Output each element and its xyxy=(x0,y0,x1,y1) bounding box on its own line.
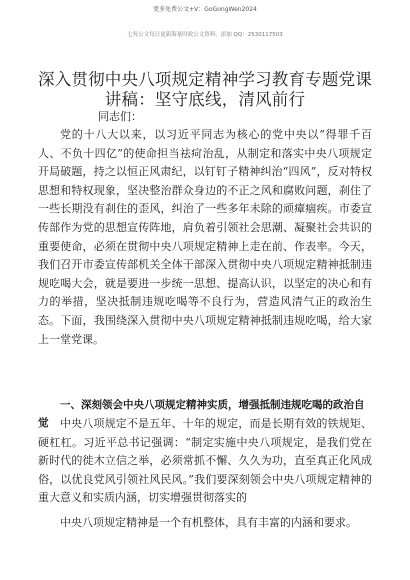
document-title: 深入贯彻中央八项规定精神学习教育专题党课讲稿：坚守底线，清风前行 xyxy=(38,70,372,109)
body-paragraph-section-1: 中央八项规定不是五年、十年的规定，而是长期有效的铁规矩、硬杠杠。习近平总书记强调：“制定实施中央八项规定，是我们党在新时代的徙木立信之举，必须常抓不懈、久久为功，直至真正化风成俗，以优良党风引领社风民风。”我们要深刻领会中央八项规定精神的重大意义和实质内涵，切实增强贯彻落实的 xyxy=(38,417,372,505)
body-paragraph-section-2: 中央八项规定精神是一个有机整体，具有丰富的内涵和要求。 xyxy=(60,516,357,529)
section-heading: 一、深刻领会中央八项规定精神实质，增强抵制违规吃喝的政治自觉 xyxy=(38,399,365,429)
watermark-text: 更多免费公文+V：GoGongWen2024 xyxy=(153,6,257,13)
body-paragraph-intro: 党的十八大以来，以习近平同志为核心的党中央以“得罪千百人、不负十四亿”的使命担当祛疴治乱，从制定和落实中央八项规定开局破题，持之以恒正风肃纪，以钉钉子精神纠治“四风”，反对特权思想和特权现象，坚决整治群众身边的不正之风和腐败问题，刹住了一些长期没有刹住的歪风，纠治了一些多年未除的顽瘴痼疾。市委宣传部作为党的思想宣传阵地，肩负着引领社会思潮、凝聚社会共识的重要使命，必须在贯彻中央八项规定精神上走在前、作表率。今天，我们召开市委宣传部机关全体干部深入贯彻中央八项规定精神抵制违规吃喝大会，就是要进一步统一思想、提高认识，以坚定的决心和有力的举措，坚决抵制违规吃喝等不良行为，营造风清气正的政治生态。下面，我围绕深入贯彻中央八项规定精神抵制违规吃喝，给大家上一堂党课。 xyxy=(38,128,372,346)
header-note: 七每公文每日更新海量时政公文资料，添加 QQ：2530117503 xyxy=(127,32,283,38)
salutation: 同志们： xyxy=(98,110,142,123)
